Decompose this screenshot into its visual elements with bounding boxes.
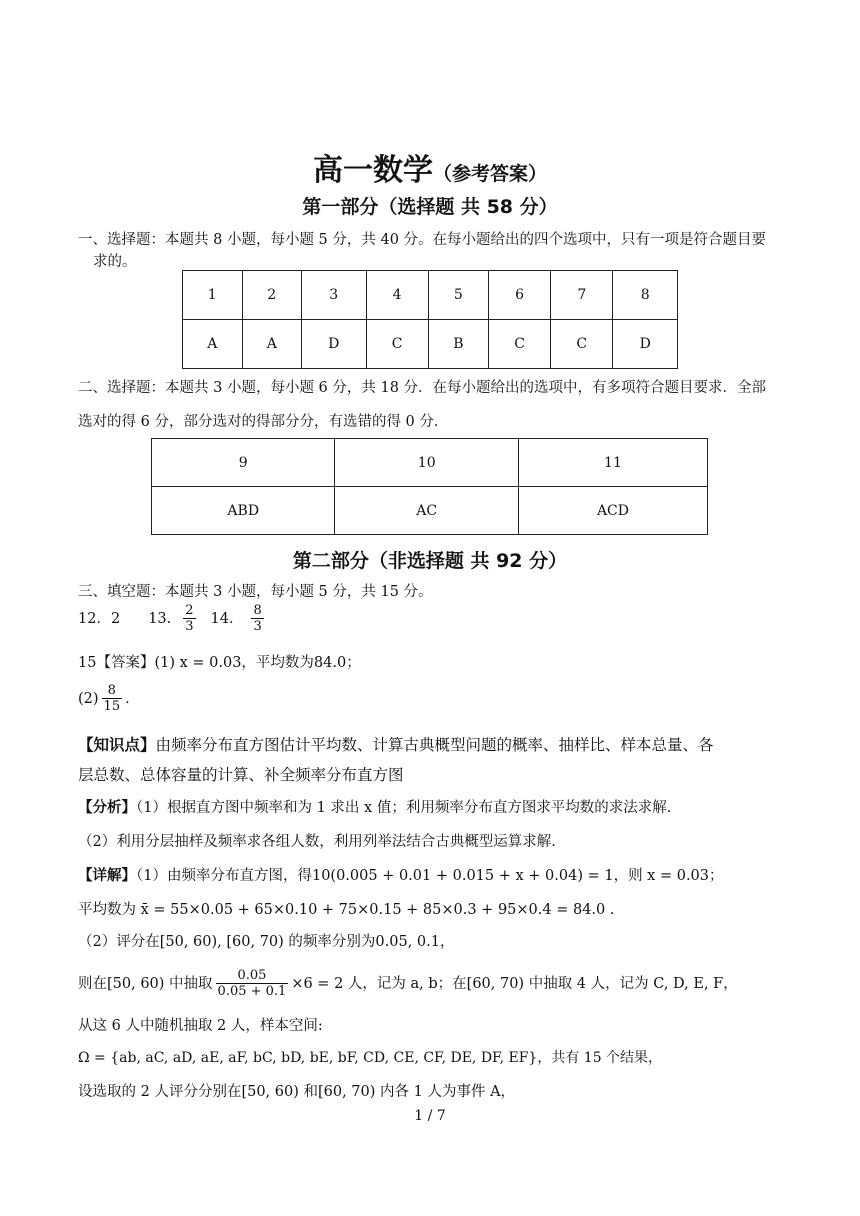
table-cell: C: [489, 320, 551, 369]
detail-line1: [78, 864, 724, 888]
table-cell: 6: [489, 271, 551, 320]
table-cell: C: [551, 320, 613, 369]
section2-answer-table: [151, 438, 708, 535]
q15-part2-prefix: (2): [78, 690, 99, 707]
fill-in-answers: [78, 603, 267, 634]
detail-line4-end: ×6 = 2 人，记为 a, b；在[60, 70) 中抽取 4 人，记为 C, D, E, F，: [291, 975, 738, 992]
detail-line2: 平均数为 x̄ = 55×0.05 + 65×0.10 + 75×0.15 + 85×0.3 + 95×0.4 = 84.0 .: [78, 902, 615, 918]
table-cell: B: [428, 320, 488, 369]
section1-instructions-line1: 一、选择题：本题共 8 小题，每小题 5 分，共 40 分。在每小题给出的四个选项中，只有一项是符合题目要: [78, 232, 767, 248]
table-cell: A: [183, 320, 243, 369]
table-cell: 5: [428, 271, 488, 320]
table-cell: D: [613, 320, 678, 369]
detail-line6: Ω = {ab, aC, aD, aE, aF, bC, bD, bE, bF, CD, CE, CF, DE, DF, EF}，共有 15 个结果，: [78, 1050, 663, 1066]
q13-fraction: [183, 603, 195, 634]
fraction-denominator: 3: [185, 619, 194, 634]
part2-heading: 第二部分（非选择题 共 92 分）: [292, 550, 568, 572]
knowledge-line2: 层总数、总体容量的计算、补全频率分布直方图: [78, 766, 404, 784]
title-sub: （参考答案）: [432, 163, 547, 185]
fraction-numerator: 0.05: [216, 968, 289, 984]
table-cell: AC: [335, 487, 518, 535]
fraction-denominator: 0.05 + 0.1: [217, 984, 287, 999]
section1-answer-table: [182, 270, 678, 369]
q12-answer: 12．2: [78, 610, 121, 627]
table-cell: 9: [152, 439, 335, 487]
section3-instructions: 三、填空题：本题共 3 小题，每小题 5 分，共 15 分。: [78, 584, 433, 600]
detail-line4-start: 则在[50, 60) 中抽取: [78, 975, 213, 992]
q14-fraction: [251, 603, 263, 634]
detail-line3: （2）评分在[50, 60), [60, 70) 的频率分别为0.05, 0.1，: [78, 934, 455, 950]
detail-line7: 设选取的 2 人评分分别在[50, 60) 和[60, 70) 内各 1 人为事件 A，: [78, 1084, 516, 1100]
section1-number-row: [183, 271, 678, 320]
table-cell: 1: [183, 271, 243, 320]
knowledge-line1: [78, 733, 714, 757]
q15-part2-suffix: .: [125, 690, 130, 707]
table-cell: 10: [335, 439, 518, 487]
section2-number-row: [152, 439, 708, 487]
analysis-line2: （2）利用分层抽样及频率求各组人数，利用列举法结合古典概型运算求解.: [78, 834, 556, 850]
fraction-denominator: 15: [103, 699, 121, 714]
table-cell: A: [242, 320, 302, 369]
analysis-text1: （1）根据直方图中频率和为 1 求出 x 值；利用频率分布直方图求平均数的求法求解.: [136, 800, 672, 816]
table-cell: 8: [613, 271, 678, 320]
page-number: 1 / 7: [414, 1108, 446, 1124]
table-cell: 2: [242, 271, 302, 320]
q15-part2-fraction: [102, 683, 123, 714]
q15-answer-part2: [78, 683, 130, 714]
table-cell: C: [366, 320, 428, 369]
table-cell: 11: [518, 439, 707, 487]
fraction-numerator: 2: [185, 603, 194, 618]
table-cell: 4: [366, 271, 428, 320]
q15-answer-part1: (1) x = 0.03，平均数为84.0；: [154, 655, 361, 671]
detail-line5: 从这 6 人中随机抽取 2 人，样本空间:: [78, 1018, 323, 1034]
detail-line4: [78, 968, 738, 999]
fraction-denominator: 3: [253, 619, 262, 634]
section1-answer-row: [183, 320, 678, 369]
table-cell: ACD: [518, 487, 707, 535]
table-cell: 7: [551, 271, 613, 320]
q15-answer-line: [78, 651, 361, 675]
title-main: 高一数学: [312, 153, 433, 188]
section1-instructions-line2: 求的。: [93, 254, 137, 270]
fraction-numerator: 8: [253, 603, 262, 618]
section2-instructions-line1: 二、选择题：本题共 3 小题，每小题 6 分，共 18 分．在每小题给出的选项中，有多项符合题目要求．全部: [78, 380, 767, 396]
detail-text1: （1）由频率分布直方图，得10(0.005 + 0.01 + 0.015 + x + 0.04) = 1，则 x = 0.03；: [136, 868, 724, 884]
section2-answer-row: [152, 487, 708, 535]
analysis-label: 【分析】: [78, 799, 136, 816]
table-cell: D: [302, 320, 367, 369]
table-cell: ABD: [152, 487, 335, 535]
analysis-line1: [78, 796, 671, 820]
sampling-fraction: [216, 968, 289, 999]
table-cell: 3: [302, 271, 367, 320]
section2-instructions-line2: 选对的得 6 分，部分选对的得部分分，有选错的得 0 分．: [78, 414, 449, 430]
knowledge-text1: 由频率分布直方图估计平均数、计算古典概型问题的概率、抽样比、样本总量、各: [155, 736, 714, 754]
q14-label: 14．: [210, 610, 244, 627]
knowledge-label: 【知识点】: [78, 735, 156, 754]
fraction-numerator: 8: [102, 683, 123, 699]
detail-label: 【详解】: [78, 867, 136, 884]
part1-heading: 第一部分（选择题 共 58 分）: [302, 196, 558, 218]
document-title: [0, 145, 860, 189]
q13-label: 13.: [148, 610, 172, 627]
q15-answer-prefix: 15【答案】: [78, 655, 155, 671]
